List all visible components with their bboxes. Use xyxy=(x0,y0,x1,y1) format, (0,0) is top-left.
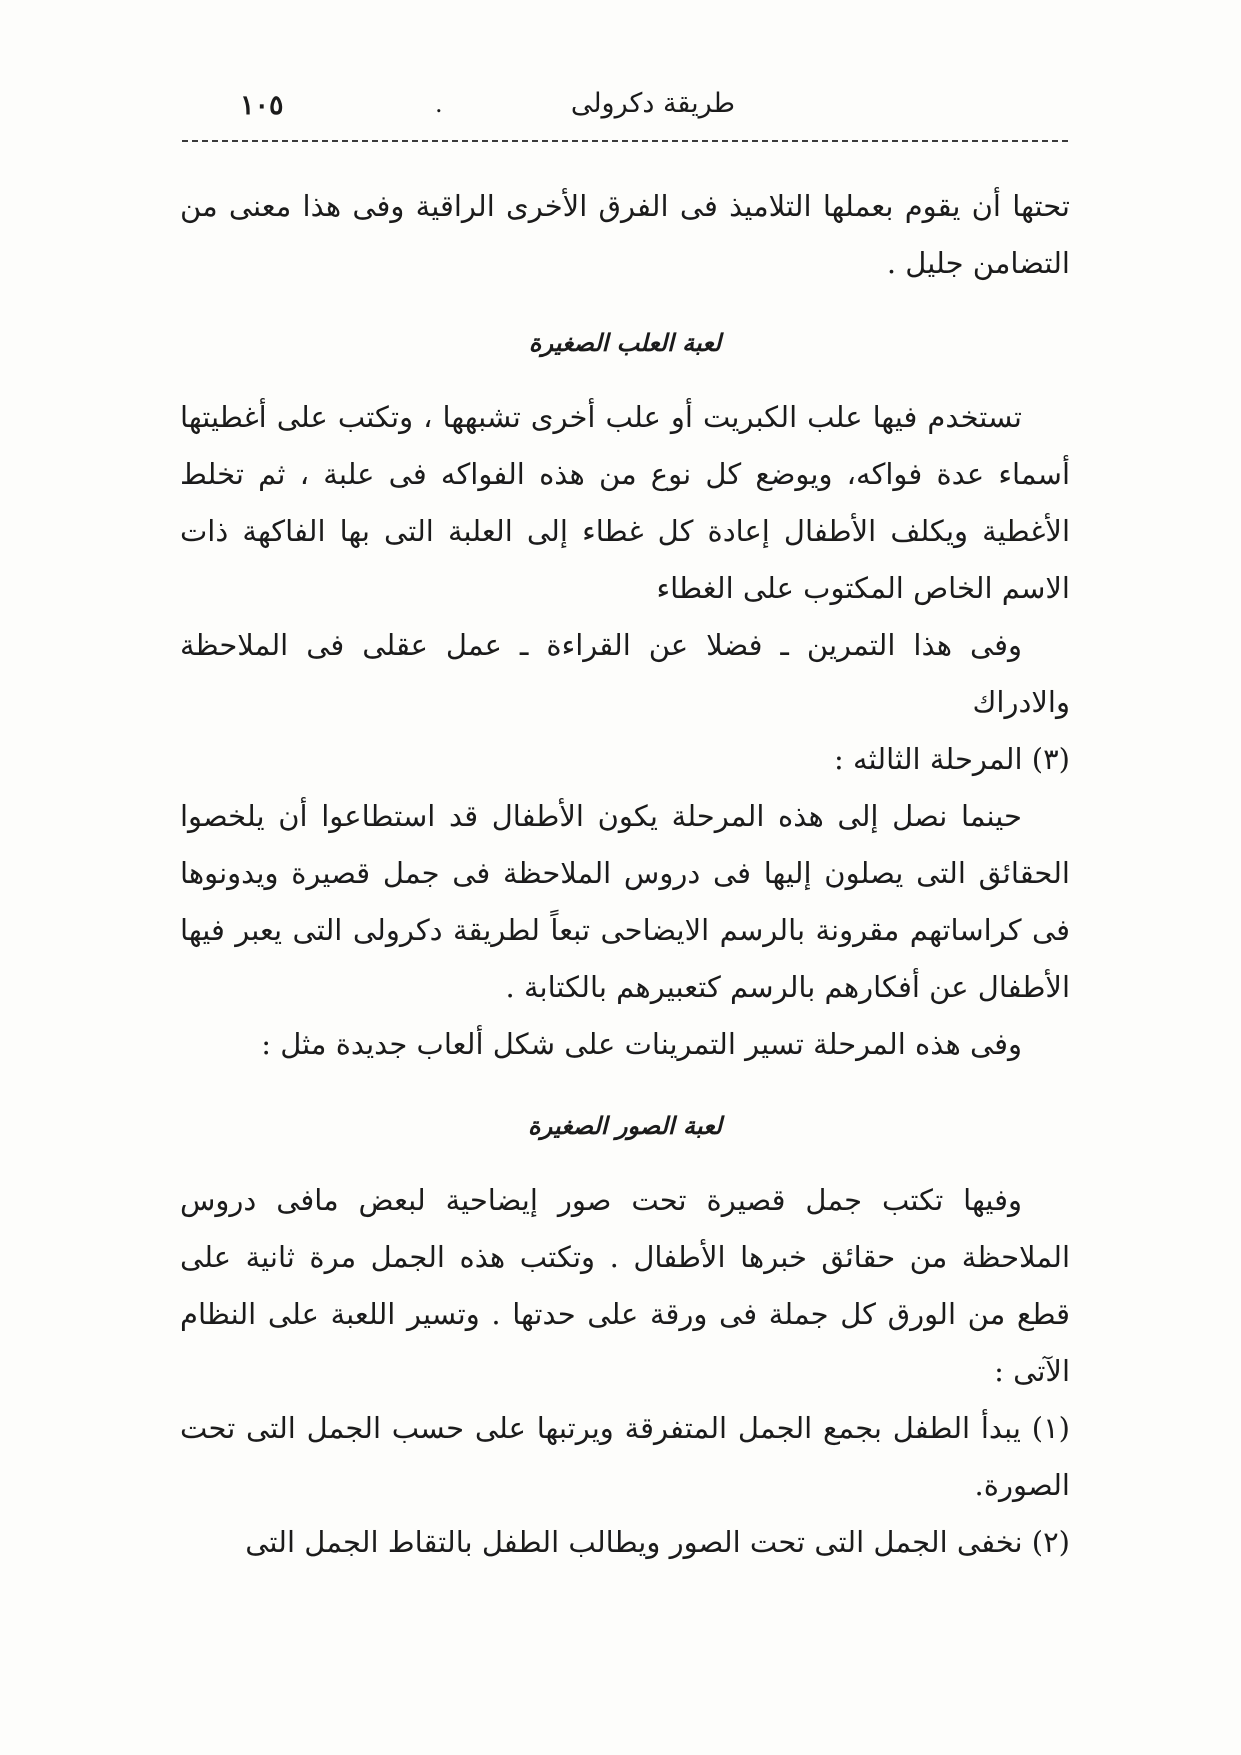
header-dot: . xyxy=(435,90,443,118)
section-heading: لعبة العلب الصغيرة xyxy=(528,328,722,357)
list-item: (١) يبدأ الطفل بجمع الجمل المتفرقة ويرتبها على حسب الجمل التى تحت الصورة. xyxy=(180,1411,1070,1502)
page-number: ١٠٥ xyxy=(240,90,284,121)
paragraph: وفى هذا التمرين ـ فضلا عن القراءة ـ عمل عقلى فى الملاحظة والادراك xyxy=(180,628,1070,719)
header-rule xyxy=(182,140,1068,142)
paragraph: تستخدم فيها علب الكبريت أو علب أخرى تشبهها ، وتكتب على أغطيتها أسماء عدة فواكه، ويوضع كل نوع من هذه الفواكه فى علبة ، ثم تخلط الأغطية ويكلف الأطفال إعادة كل غطاء إلى العلبة التى بها الفاكهة ذات الاسم الخاص المكتوب على الغطاء xyxy=(180,400,1070,605)
paragraph: تحتها أن يقوم بعملها التلاميذ فى الفرق الأخرى الراقية وفى هذا معنى من التضامن جليل . xyxy=(180,189,1070,280)
paragraph: وفى هذه المرحلة تسير التمرينات على شكل ألعاب جديدة مثل : xyxy=(261,1027,1022,1061)
list-item: (٢) نخفى الجمل التى تحت الصور ويطالب الطفل بالتقاط الجمل التى xyxy=(245,1525,1070,1559)
body-text xyxy=(180,178,1070,1571)
stage-heading: (٣) المرحلة الثالثه : xyxy=(834,742,1070,776)
section-heading: لعبة الصور الصغيرة xyxy=(528,1111,722,1140)
running-title: طريقة دكرولى xyxy=(570,88,735,119)
page-header xyxy=(180,88,1065,136)
paragraph: وفيها تكتب جمل قصيرة تحت صور إيضاحية لبعض مافى دروس الملاحظة من حقائق خبرها الأطفال . وتكتب هذه الجمل مرة ثانية على قطع من الورق كل جملة فى ورقة على حدتها . وتسير اللعبة على النظام الآتى : xyxy=(180,1183,1070,1388)
paragraph: حينما نصل إلى هذه المرحلة يكون الأطفال قد استطاعوا أن يلخصوا الحقائق التى يصلون إليها فى دروس الملاحظة فى جمل قصيرة ويدونوها فى كراساتهم مقرونة بالرسم الايضاحى تبعاً لطريقة دكرولى التى يعبر فيها الأطفال عن أفكارهم بالرسم كتعبيرهم بالكتابة . xyxy=(180,799,1070,1004)
